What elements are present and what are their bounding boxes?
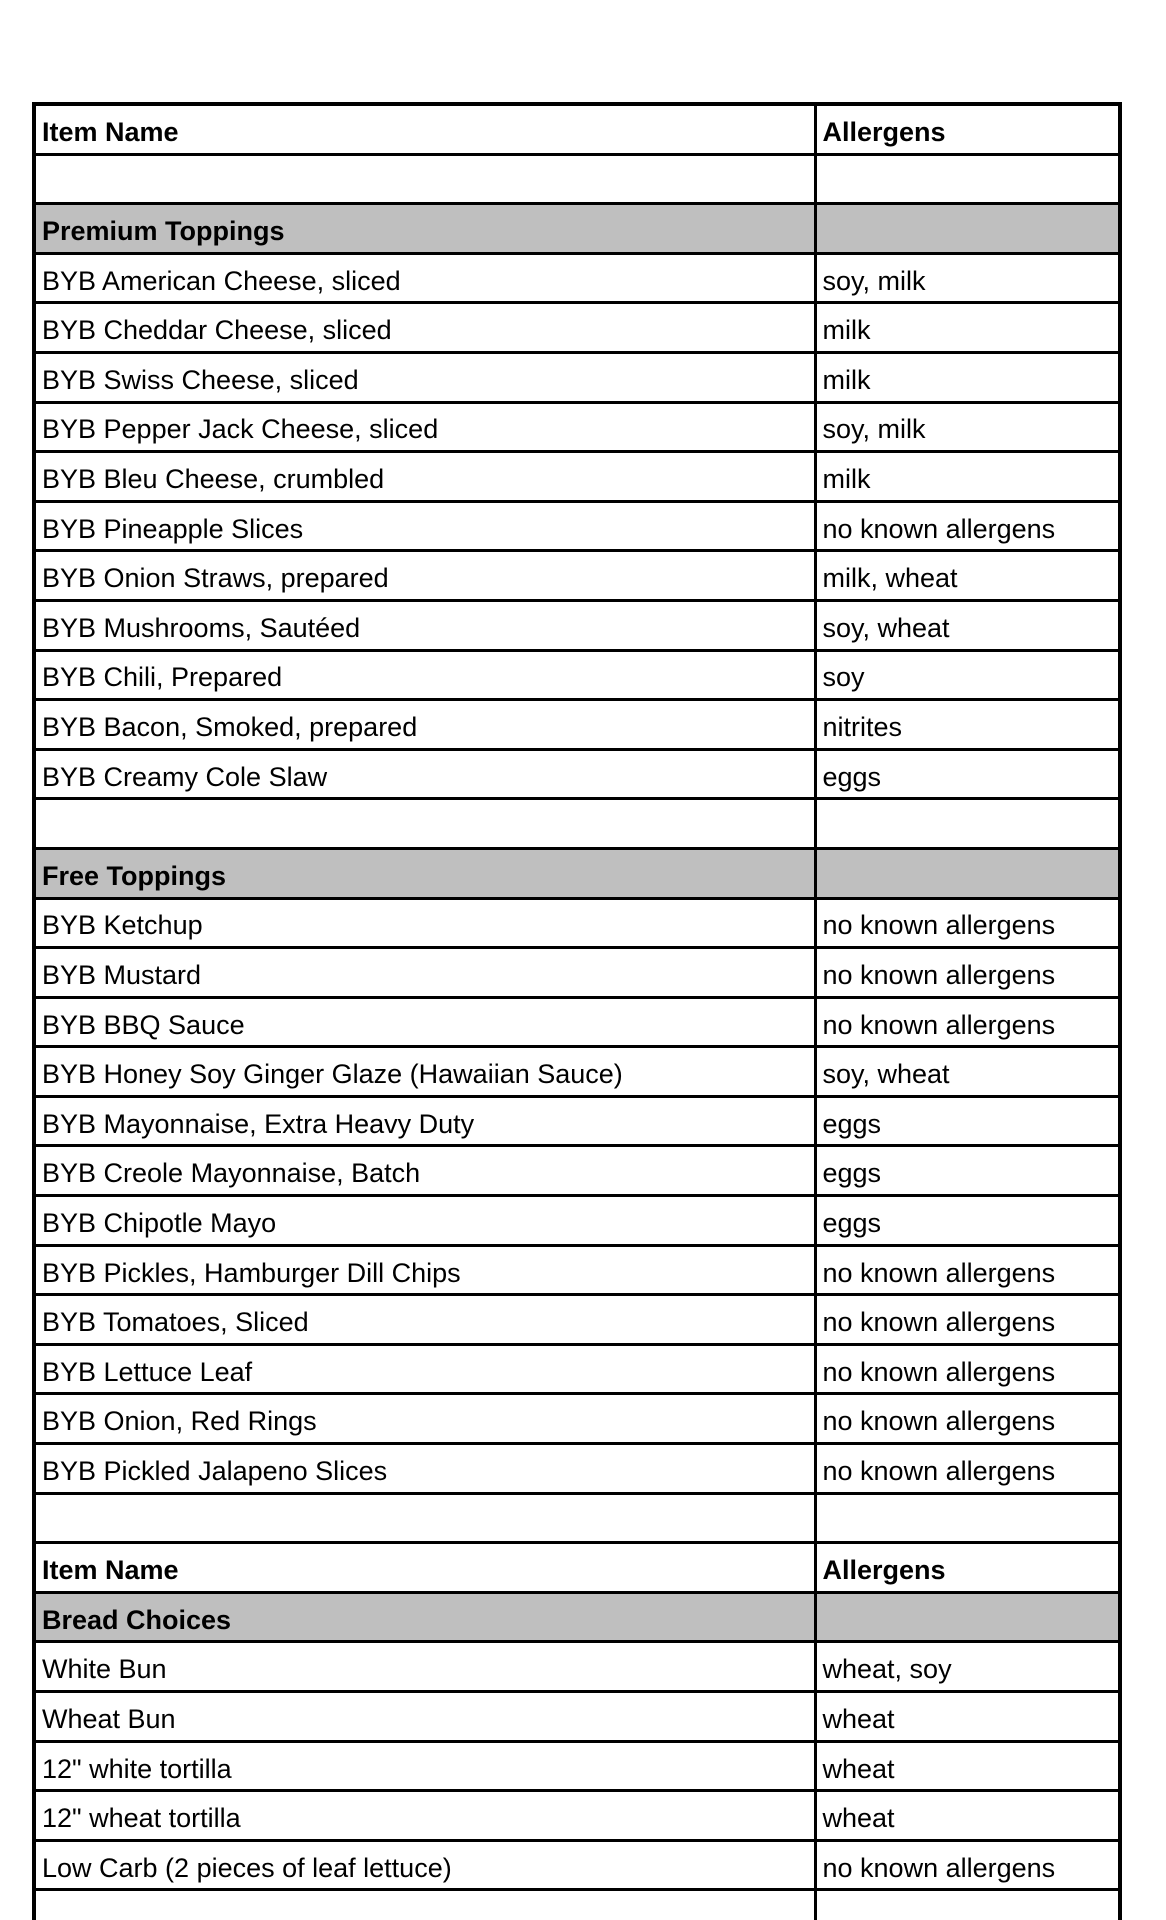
allergens-cell: no known allergens	[815, 1245, 1120, 1295]
table-row	[34, 1295, 1120, 1345]
allergens-cell: wheat	[815, 1791, 1120, 1841]
empty-cell	[34, 799, 815, 849]
spacer-row	[34, 1493, 1120, 1543]
table-row	[34, 352, 1120, 402]
allergen-table	[32, 102, 1122, 1920]
allergens-cell: no known allergens	[815, 501, 1120, 551]
allergens-cell: wheat	[815, 1692, 1120, 1742]
allergens-cell: soy, milk	[815, 253, 1120, 303]
item-name-cell: BYB Honey Soy Ginger Glaze (Hawaiian Sauce)	[34, 1047, 815, 1097]
allergens-cell: soy	[815, 650, 1120, 700]
allergens-cell: wheat, soy	[815, 1642, 1120, 1692]
empty-cell	[815, 799, 1120, 849]
allergens-cell: milk	[815, 452, 1120, 502]
allergens-cell: no known allergens	[815, 1295, 1120, 1345]
allergens-cell: no known allergens	[815, 1344, 1120, 1394]
table-row	[34, 402, 1120, 452]
table-row	[34, 1146, 1120, 1196]
table-row	[34, 452, 1120, 502]
allergen-table-body	[34, 104, 1120, 1920]
allergens-cell: soy, wheat	[815, 600, 1120, 650]
spacer-row	[34, 799, 1120, 849]
spacer-row	[34, 1890, 1120, 1920]
spacer-row	[34, 154, 1120, 204]
item-name-cell: BYB Pickled Jalapeno Slices	[34, 1444, 815, 1494]
allergens-cell: no known allergens	[815, 1444, 1120, 1494]
item-name-cell: Wheat Bun	[34, 1692, 815, 1742]
empty-cell	[815, 154, 1120, 204]
item-name-cell: BYB Creamy Cole Slaw	[34, 749, 815, 799]
section-header-row	[34, 848, 1120, 898]
table-row	[34, 1791, 1120, 1841]
item-name-cell: BYB Pepper Jack Cheese, sliced	[34, 402, 815, 452]
allergens-cell: nitrites	[815, 700, 1120, 750]
table-row	[34, 1096, 1120, 1146]
table-row	[34, 700, 1120, 750]
item-name-cell: BYB Tomatoes, Sliced	[34, 1295, 815, 1345]
item-name-cell: BYB Swiss Cheese, sliced	[34, 352, 815, 402]
table-row	[34, 1394, 1120, 1444]
item-name-cell: BYB Bacon, Smoked, prepared	[34, 700, 815, 750]
section-title-cell: Premium Toppings	[34, 204, 815, 254]
section-allergens-cell	[815, 204, 1120, 254]
table-row	[34, 948, 1120, 998]
item-name-cell: BYB Pineapple Slices	[34, 501, 815, 551]
item-name-cell: BYB Onion, Red Rings	[34, 1394, 815, 1444]
item-name-cell: BYB Chili, Prepared	[34, 650, 815, 700]
empty-cell	[34, 154, 815, 204]
allergens-cell: eggs	[815, 1146, 1120, 1196]
column-header-allergens: Allergens	[815, 1543, 1120, 1593]
item-name-cell: Low Carb (2 pieces of leaf lettuce)	[34, 1840, 815, 1890]
table-row	[34, 650, 1120, 700]
item-name-cell: BYB Mustard	[34, 948, 815, 998]
section-allergens-cell	[815, 848, 1120, 898]
item-name-cell: BYB Onion Straws, prepared	[34, 551, 815, 601]
table-row	[34, 1692, 1120, 1742]
allergens-cell: no known allergens	[815, 1840, 1120, 1890]
item-name-cell: BYB Bleu Cheese, crumbled	[34, 452, 815, 502]
table-row	[34, 1196, 1120, 1246]
column-header-row	[34, 1543, 1120, 1593]
allergens-cell: milk	[815, 352, 1120, 402]
table-row	[34, 997, 1120, 1047]
allergens-cell: milk	[815, 303, 1120, 353]
section-title-cell: Free Toppings	[34, 848, 815, 898]
allergens-cell: eggs	[815, 1196, 1120, 1246]
allergens-cell: no known allergens	[815, 948, 1120, 998]
table-row	[34, 1642, 1120, 1692]
allergens-cell: milk, wheat	[815, 551, 1120, 601]
item-name-cell: BYB Creole Mayonnaise, Batch	[34, 1146, 815, 1196]
table-row	[34, 1344, 1120, 1394]
column-header-row	[34, 104, 1120, 154]
table-row	[34, 600, 1120, 650]
table-row	[34, 1047, 1120, 1097]
empty-cell	[34, 1890, 815, 1920]
allergen-table-grid	[32, 102, 1122, 1920]
allergens-cell: no known allergens	[815, 898, 1120, 948]
allergens-cell: no known allergens	[815, 997, 1120, 1047]
table-row	[34, 898, 1120, 948]
table-row	[34, 749, 1120, 799]
item-name-cell: BYB Ketchup	[34, 898, 815, 948]
table-row	[34, 303, 1120, 353]
item-name-cell: BYB Chipotle Mayo	[34, 1196, 815, 1246]
table-row	[34, 501, 1120, 551]
item-name-cell: BYB Lettuce Leaf	[34, 1344, 815, 1394]
item-name-cell: BYB American Cheese, sliced	[34, 253, 815, 303]
column-header-allergens: Allergens	[815, 104, 1120, 154]
table-row	[34, 1741, 1120, 1791]
item-name-cell: BYB Cheddar Cheese, sliced	[34, 303, 815, 353]
allergens-cell: wheat	[815, 1741, 1120, 1791]
column-header-item-name: Item Name	[34, 1543, 815, 1593]
table-row	[34, 1245, 1120, 1295]
allergens-cell: no known allergens	[815, 1394, 1120, 1444]
table-row	[34, 1444, 1120, 1494]
table-row	[34, 1840, 1120, 1890]
item-name-cell: 12" wheat tortilla	[34, 1791, 815, 1841]
table-row	[34, 551, 1120, 601]
empty-cell	[815, 1890, 1120, 1920]
allergens-cell: soy, milk	[815, 402, 1120, 452]
column-header-item-name: Item Name	[34, 104, 815, 154]
item-name-cell: BYB Mayonnaise, Extra Heavy Duty	[34, 1096, 815, 1146]
empty-cell	[34, 1493, 815, 1543]
item-name-cell: BYB Mushrooms, Sautéed	[34, 600, 815, 650]
section-title-cell: Bread Choices	[34, 1592, 815, 1642]
item-name-cell: 12" white tortilla	[34, 1741, 815, 1791]
section-header-row	[34, 1592, 1120, 1642]
section-header-row	[34, 204, 1120, 254]
item-name-cell: BYB Pickles, Hamburger Dill Chips	[34, 1245, 815, 1295]
item-name-cell: White Bun	[34, 1642, 815, 1692]
allergens-cell: eggs	[815, 749, 1120, 799]
section-allergens-cell	[815, 1592, 1120, 1642]
allergens-cell: soy, wheat	[815, 1047, 1120, 1097]
allergens-cell: eggs	[815, 1096, 1120, 1146]
empty-cell	[815, 1493, 1120, 1543]
table-row	[34, 253, 1120, 303]
item-name-cell: BYB BBQ Sauce	[34, 997, 815, 1047]
